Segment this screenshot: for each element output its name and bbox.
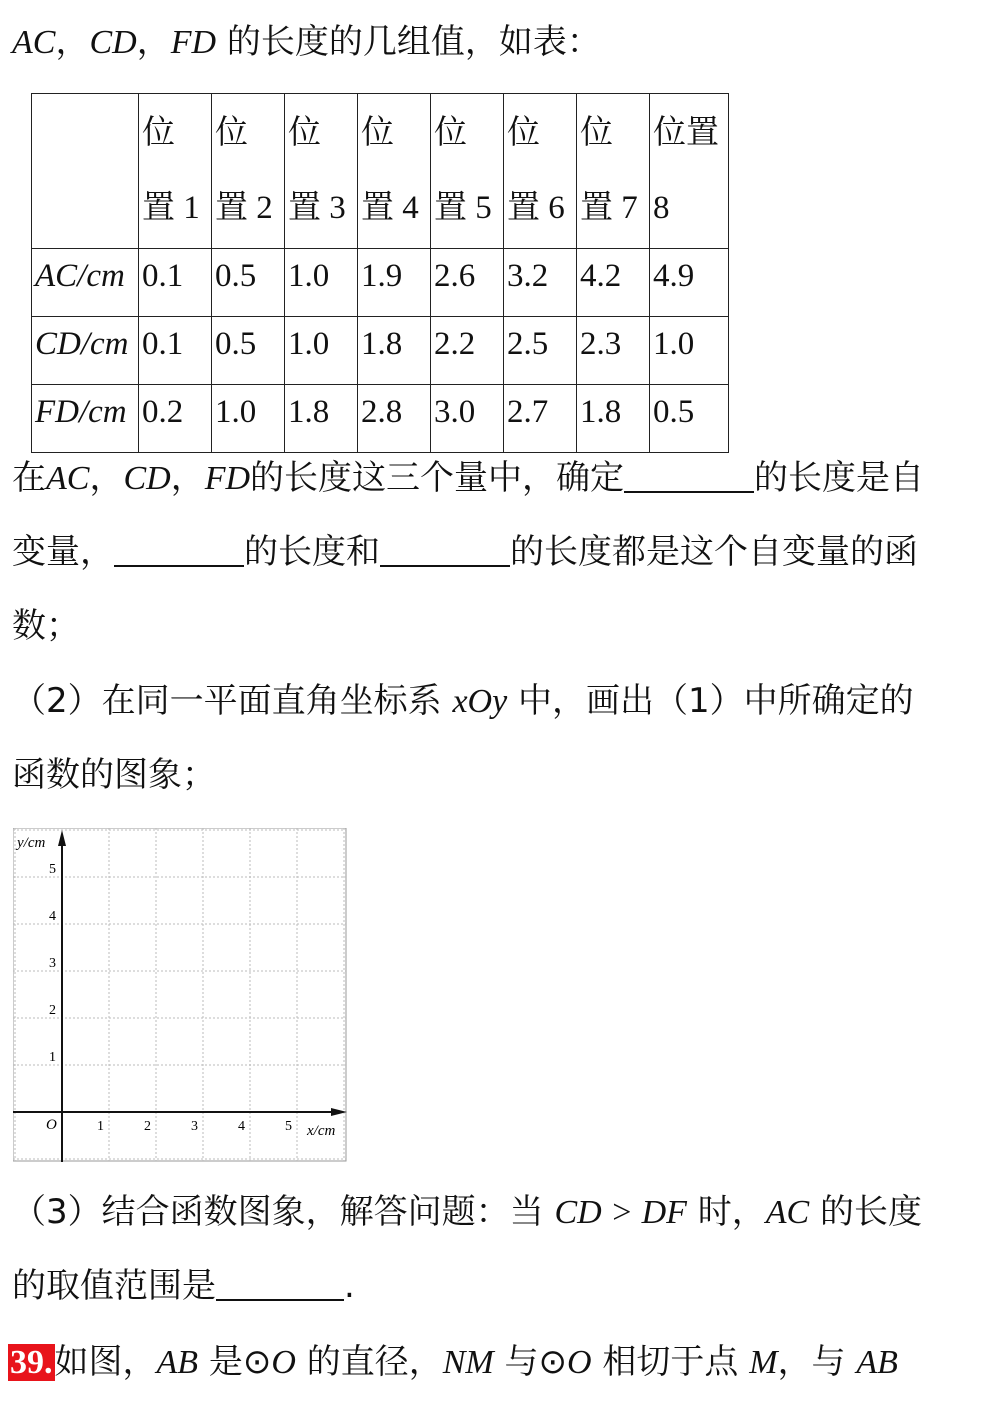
table-cell: 1.0 bbox=[285, 317, 358, 385]
table-cell: 1.0 bbox=[285, 249, 358, 317]
q2-line-2: 函数的图象； bbox=[12, 755, 216, 795]
answer-blank-1[interactable] bbox=[624, 461, 754, 493]
y-tick-label: 3 bbox=[49, 956, 56, 971]
origin-label: O bbox=[46, 1117, 57, 1133]
values-table bbox=[31, 93, 729, 453]
intro-text: 的长度的几组值，如表： bbox=[226, 22, 601, 62]
table-cell: 0.1 bbox=[139, 249, 212, 317]
table-cell: 1.8 bbox=[577, 385, 650, 453]
table-cell: 1.0 bbox=[650, 317, 729, 385]
row-label: AC/cm bbox=[32, 249, 139, 317]
q2-line-1: （2）在同一平面直角坐标系 xOy 中，画出（1）中所确定的 bbox=[12, 681, 914, 721]
var-cd: CD bbox=[89, 24, 137, 61]
q1-line-1: 在AC，CD，FD的长度这三个量中，确定 的长度是自 bbox=[12, 458, 925, 498]
table-cell: 1.8 bbox=[358, 317, 431, 385]
q1-line-3: 数； bbox=[12, 606, 80, 646]
x-axis-label: x/cm bbox=[307, 1123, 336, 1139]
x-tick-label: 3 bbox=[191, 1119, 198, 1134]
table-cell: 2.2 bbox=[431, 317, 504, 385]
table-cell: 1.9 bbox=[358, 249, 431, 317]
table-cell: 2.6 bbox=[431, 249, 504, 317]
table-header-row bbox=[32, 94, 729, 249]
q39-line: 39.如图，AB 是⊙O 的直径，NM 与⊙O 相切于点 M，与 AB bbox=[10, 1342, 898, 1382]
table-cell: 2.7 bbox=[504, 385, 577, 453]
table-cell: 0.5 bbox=[212, 317, 285, 385]
q3-line-1: （3）结合函数图象，解答问题：当 CD > DF 时，AC 的长度 bbox=[12, 1192, 923, 1232]
table-row-fd bbox=[32, 385, 729, 453]
y-tick-label: 5 bbox=[49, 862, 56, 877]
table-cell: 0.5 bbox=[212, 249, 285, 317]
table-cell: 0.1 bbox=[139, 317, 212, 385]
y-tick-label: 2 bbox=[49, 1003, 56, 1018]
table-cell: 0.2 bbox=[139, 385, 212, 453]
table-cell: 3.2 bbox=[504, 249, 577, 317]
header-cell: 位 置 2 bbox=[212, 94, 285, 249]
var-ac: AC bbox=[12, 24, 56, 61]
table-cell: 3.0 bbox=[431, 385, 504, 453]
table-cell: 1.0 bbox=[212, 385, 285, 453]
q1-line-2: 变量， 的长度和 的长度都是这个自变量的函 bbox=[12, 532, 918, 572]
question-number-badge: 39. bbox=[10, 1344, 53, 1381]
table-cell: 1.8 bbox=[285, 385, 358, 453]
answer-blank-2[interactable] bbox=[114, 535, 244, 567]
header-cell: 位 置 6 bbox=[504, 94, 577, 249]
answer-blank-4[interactable] bbox=[216, 1269, 344, 1301]
row-label: FD/cm bbox=[32, 385, 139, 453]
table-row-ac bbox=[32, 249, 729, 317]
x-tick-label: 1 bbox=[97, 1119, 104, 1134]
answer-blank-3[interactable] bbox=[380, 535, 510, 567]
var-fd: FD bbox=[170, 24, 217, 61]
header-cell: 位 置 1 bbox=[139, 94, 212, 249]
y-axis-label: y/cm bbox=[17, 835, 46, 851]
y-tick-label: 4 bbox=[49, 909, 56, 924]
table-cell: 4.2 bbox=[577, 249, 650, 317]
table-row-cd bbox=[32, 317, 729, 385]
x-tick-label: 2 bbox=[144, 1119, 151, 1134]
x-tick-label: 5 bbox=[285, 1119, 292, 1134]
y-tick-label: 1 bbox=[49, 1050, 56, 1065]
q3-line-2: 的取值范围是 . bbox=[12, 1266, 355, 1306]
corner-cell bbox=[32, 94, 139, 249]
coordinate-grid bbox=[13, 828, 349, 1164]
table-cell: 0.5 bbox=[650, 385, 729, 453]
header-cell: 位 置 7 bbox=[577, 94, 650, 249]
header-cell: 位 置 5 bbox=[431, 94, 504, 249]
x-tick-label: 4 bbox=[238, 1119, 245, 1134]
header-cell: 位置 8 bbox=[650, 94, 729, 249]
table-cell: 2.8 bbox=[358, 385, 431, 453]
table-cell: 2.3 bbox=[577, 317, 650, 385]
table-cell: 2.5 bbox=[504, 317, 577, 385]
intro-line: AC，CD，FD 的长度的几组值，如表： bbox=[12, 22, 601, 62]
table-cell: 4.9 bbox=[650, 249, 729, 317]
header-cell: 位 置 3 bbox=[285, 94, 358, 249]
row-label: CD/cm bbox=[32, 317, 139, 385]
header-cell: 位 置 4 bbox=[358, 94, 431, 249]
